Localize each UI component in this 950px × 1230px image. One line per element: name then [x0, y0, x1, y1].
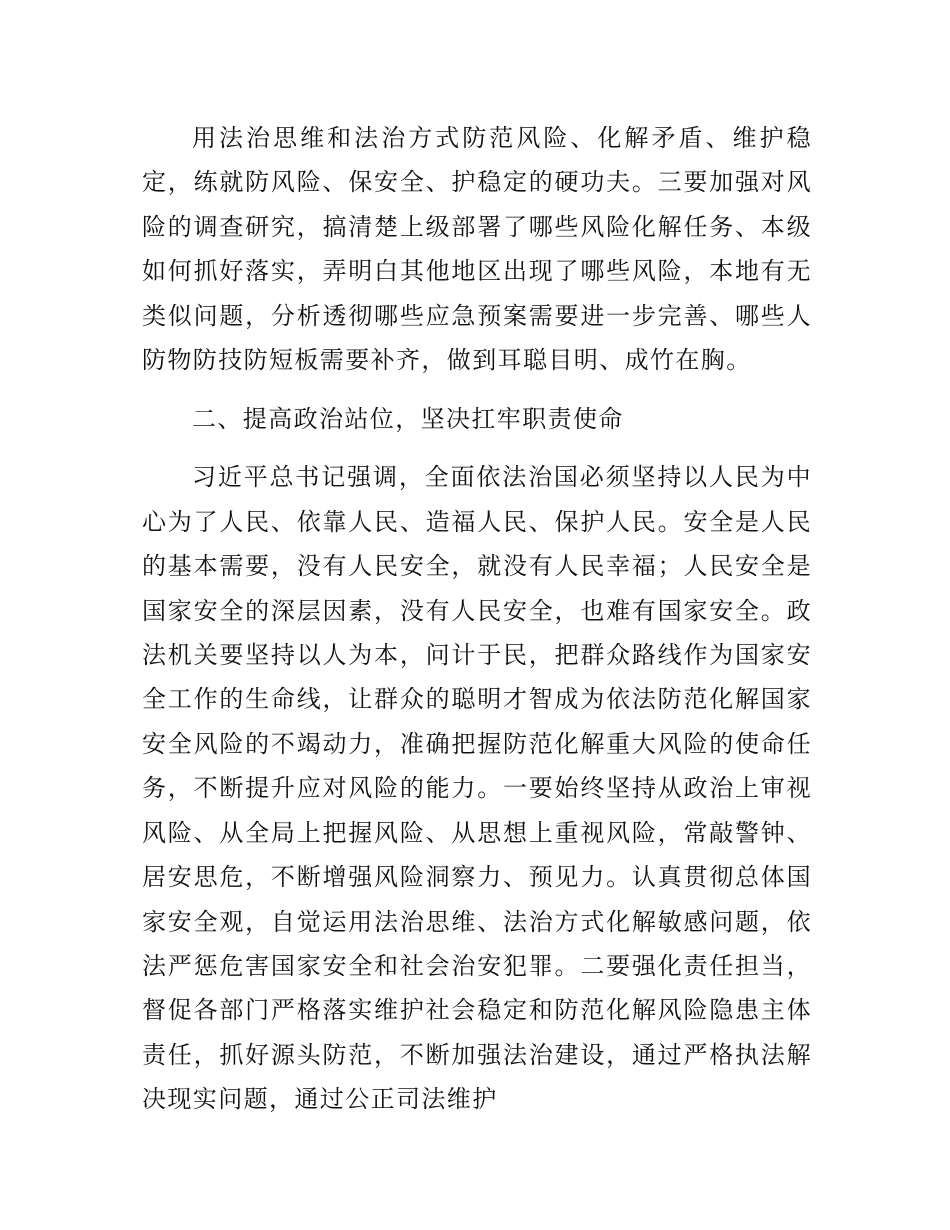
- section-heading: [142, 382, 812, 455]
- document-body: [142, 116, 812, 1122]
- paragraph-continued: 用法治思维和法治方式防范风险、化解矛盾、维护稳定，练就防风险、保安全、护稳定的硬功夫。三要加强对风险的调查研究，搞清楚上级部署了哪些风险化解任务、本级如何抓好落实，弄明白其他地区出现了哪些风险，本地有无类似问题，分析透彻哪些应急预案需要进一步完善、哪些人防物防技防短板需要补齐，做到耳聪目明、成竹在胸。: [142, 124, 812, 375]
- paragraph-body: 习近平总书记强调，全面依法治国必须坚持以人民为中心为了人民、依靠人民、造福人民、保护人民。安全是人民的基本需要，没有人民安全，就没有人民幸福；人民安全是国家安全的深层因素，没有人民安全，也难有国家安全。政法机关要坚持以人为本，问计于民，把群众路线作为国家安全工作的生命线，让群众的聪明才智成为依法防范化解国家安全风险的不竭动力，准确把握防范化解重大风险的使命任务，不断提升应对风险的能力。一要始终坚持从政治上审视风险、从全局上把握风险、从思想上重视风险，常敲警钟、居安思危，不断增强风险洞察力、预见力。认真贯彻总体国家安全观，自觉运用法治思维、法治方式化解敏感问题，依法严惩危害国家安全和社会治安犯罪。二要强化责任担当，督促各部门严格落实维护社会稳定和防范化解风险隐患主体责任，抓好源头防范，不断加强法治建设，通过严格执法解决现实问题，通过公正司法维护: [142, 463, 812, 1114]
- section-heading-text: 二、提高政治站位，坚决扛牢职责使命: [192, 404, 624, 433]
